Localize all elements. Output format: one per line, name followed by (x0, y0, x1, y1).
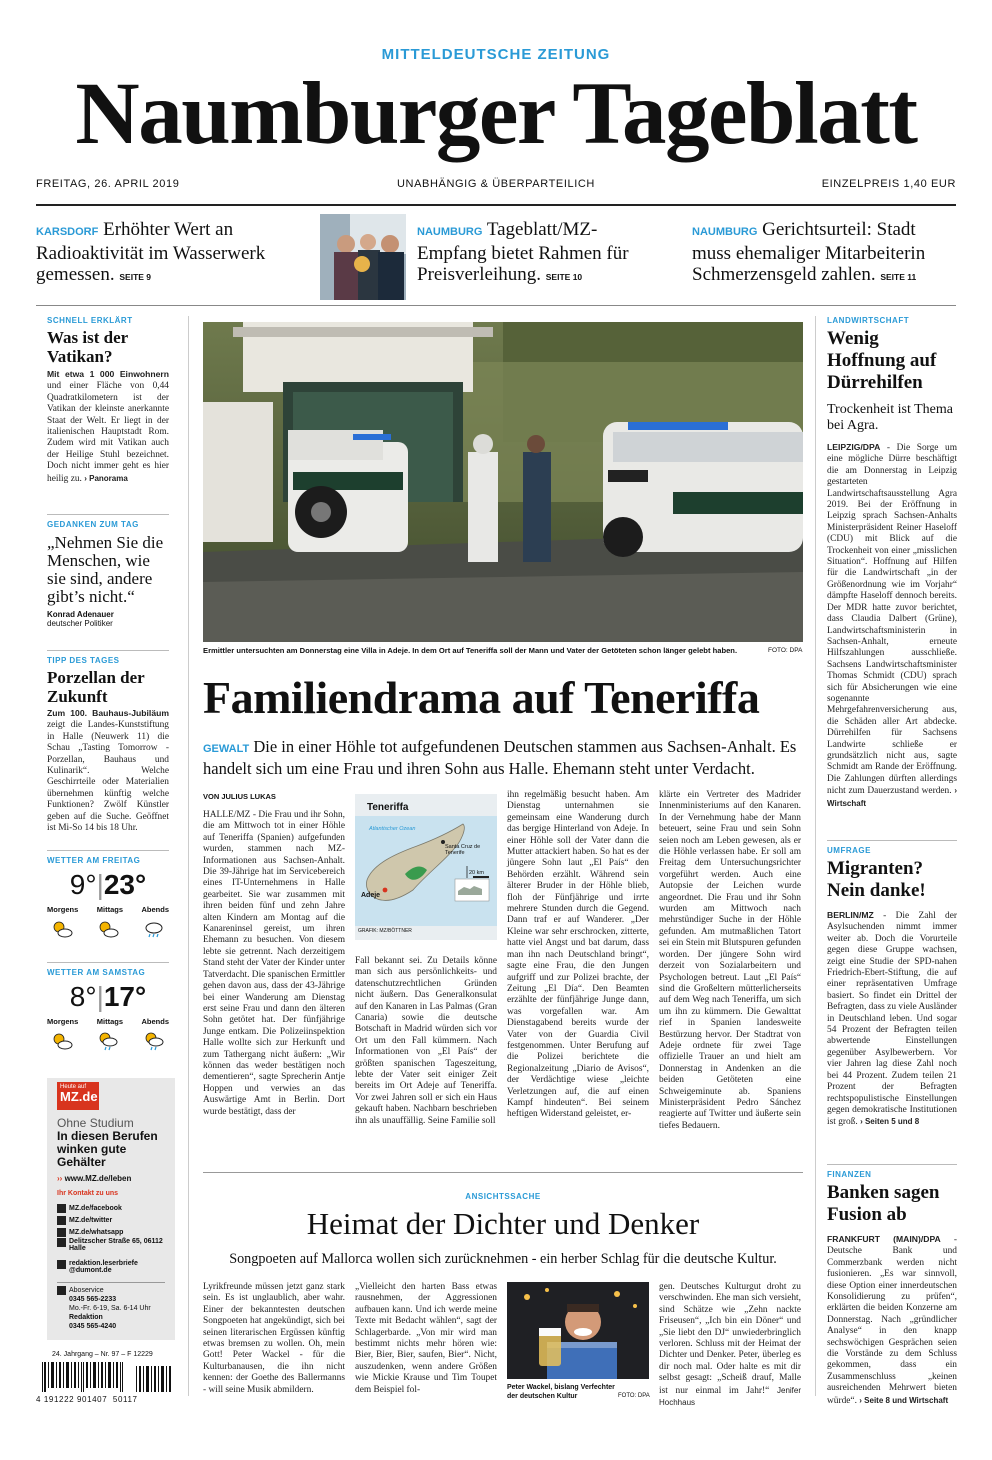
teaser-ref: SEITE 10 (545, 272, 583, 282)
poll-ref[interactable]: Seiten 5 und 8 (864, 1117, 920, 1127)
contact-item[interactable]: MZ.de/whatsapp (69, 1228, 124, 1236)
poll-title[interactable]: Migranten? Nein danke! (827, 858, 926, 901)
finance-ref[interactable]: Seite 8 und Wirtschaft (864, 1395, 949, 1405)
article-col-2: Fall bekannt sei. Zu Details könne man sich aus persönlichkeits- und datenschutzrechtlichen Gründen nicht äußern. Das Generalkonsulat auf den Kanaren in Las Palmas (Gran Canaria) sowie die deutsche Botschaft in Madrid würden sich vor Ort um den Fall kümmern. Nach Informationen von „El País“ der größten spanischen Tageszeitung, lebte der Vater seit einiger Zeit bereits im Ort Adeje auf Teneriffa. Vor zwei Jahren soll er sich ein Haus gekauft haben. Nachbarn beschrieben ihn als unauffällig. Seine Familie soll (355, 956, 497, 1126)
section-kicker: UMFRAGE (827, 846, 871, 855)
red-label: Redaktion (69, 1314, 103, 1321)
logo-text: MZ.de (60, 1089, 98, 1104)
barcode-number: 4 191222 901407 50117 (36, 1395, 138, 1404)
contact-item[interactable]: redaktion.leserbriefe @dumont.de (69, 1260, 138, 1274)
contacts-list (57, 1202, 171, 1282)
temperature: 8°|17° (69, 981, 147, 1012)
phone-icon (57, 1286, 66, 1295)
promo-line2: In diesen Berufen winken gute Gehälter (57, 1129, 158, 1169)
section-kicker: WETTER AM SAMSTAG (47, 968, 146, 977)
map-graphic (355, 794, 497, 940)
finance-dateline: FRANKFURT (MAIN)/DPA (827, 1234, 941, 1244)
teaser-text: Tageblatt/MZ-Empfang bietet Rahmen für Preisverleihung. (417, 219, 629, 285)
location-icon (57, 1238, 66, 1247)
photo-credit: FOTO: DPA (768, 647, 803, 654)
byline: VON JULIUS LUKAS (203, 792, 276, 801)
tip-lead: Zum 100. Bauhaus-Jubiläum (47, 708, 169, 718)
abo-label: Aboservice (69, 1287, 104, 1294)
explain-body: und einer Fläche von 0,44 Quadratkilometern ist der Vatikan der kleinste anerkannte Staat der Welt. Er liegt in der italienischen Hauptstadt Rom. Zudem wird mit Vatikan auch der Heilige Stuhl bezeichnet. Doch nicht immer geht es hier heilig zu. (47, 381, 169, 484)
motto: UNABHÄNGIG & ÜBERPARTEILICH (397, 178, 595, 190)
quote-box (47, 520, 169, 628)
article-col-3: ihn regelmäßig besucht haben. Am Dienstag unternahmen sie gemeinsam eine Wanderung durch das bergige Hinterland von Adeje. In einer Höhle soll der Vater dann die Mutter attackiert haben. So hat es der jüngere Sohn laut „El País“ den Behörden erzählt. Während sein älterer Bruder in der Höhle blieb, floh der Fünfjährige und irrte mehrere Stunden durch die Gegend. Dann traf er auf Wanderer. „Der Kleine war sehr erschrocken, zitterte, hatte viel Angst und bat darum, dass man ihn nach Deutschland bringt“, sagte eine Frau, die den Jungen aufgriff und zur Polizei brachte, der Zeitung „El Día“. Den Beamten erzählte der fünfjährige Junge dann, was vorgefallen war. Am Dienstagabend bereits wurde der Vater von der Guardia Civil festgenommen. Unter Berufung auf die Polizei berichtete die Regionalzeitung „Diario de Avisos“, der Verdächtige wiese „leichte Verletzungen auf, die auf einen Kampf hindeuten“. Bei seinem heftigen Widerstand geleistet, er- (507, 790, 649, 1120)
logo-top: Heute auf (60, 1084, 87, 1090)
price: EINZELPREIS 1,40 EUR (821, 178, 956, 190)
essay-col-3 (659, 1282, 802, 1408)
teaser[interactable] (36, 219, 276, 288)
explain-lead: Mit etwa 1 000 Einwohnern (47, 369, 169, 379)
article-col-1: HALLE/MZ - Die Frau und ihr Sohn, die am Mittwoch tot in einer Höhle auf Teneriffa (Spanien) aufgefunden wurden, stammen nach MZ-Informationen aus Sachsen-Anhalt. Die 39-Jährige hat im Servicebereich eines IT-Unternehmens in Halle gearbeitet. Sie war zusammen mit ihren beiden fünf und zehn Jahre alten Kindern am Montag auf die Kanareninsel gereist, um ihren Ehemann zu besuchen. Von diesem lebte sie getrennt. Nach derzeitigem Stand steht der Vater der Kinder unter Tatverdacht. Die spanischen Ermittler gehen davon aus, dass der 43-Jährige bei einer Wanderung am Dienstag erst seine Frau und dann den älteren Sohn getötet hat. Der fünfjährige Junge entkam. Die Polizeiinspektion Halle wollte sich zur Herkunft und zum Tathergang nicht äußern: „Wir können das weder bestätigen noch dementieren“, sagte Sprecherin Antje Hoppen und verwies an das Auswärtige Amt in Berlin. Dort wurde bestätigt, dass der (203, 810, 345, 1117)
photo-caption: Ermittler untersuchten am Donnerstag eine Villa in Adeje. In dem Ort auf Teneriffa soll der Mann und Vater der Getöteten schon länger gelebt haben. (203, 646, 738, 655)
finance-title[interactable]: Banken sagen Fusion ab (827, 1182, 940, 1225)
essay-photo-credit: FOTO: DPA (618, 1393, 650, 1399)
weather-label: Morgens (47, 905, 79, 914)
teaser-text: Erhöhter Wert an Radioaktivität im Wasserwerk gemessen. (36, 219, 266, 285)
weather-label: Abends (141, 905, 169, 914)
finance-body: - Deutsche Bank und Commerzbank werden nicht fusionieren. „Es war sinnvoll, diese Option einer innerdeutschen Konsolidierung zu prüfen“, erklärten die beiden Konzerne am Donnerstag. Nach „gründlicher Analyse“ in den knapp sechswöchigen Gesprächen seien die Vorstände zu dem Schluss gekommen, dass ein Zusammenschluss „keinen ausreichenden Mehrwert bieten würde“. (827, 1235, 958, 1406)
promo-link[interactable]: www.MZ.de/leben (64, 1174, 132, 1183)
weather-saturday (47, 968, 169, 1050)
poll-box: UMFRAGE Migranten? Nein danke! BERLIN/MZ - Die Zahl der Asylsuchenden nimmt immer weiter ab. Doch die Vorurteile gegen diese Gruppe wachsen, zeigt eine Studie der SPD-nahen Friedrich-Ebert-Stiftung, die auf einer repräsentativen Umfrage basiert. So findet ein Drittel der Befragten, dass zu viele Ausländer in Deutschland leben. Und sogar 54 Prozent der Befragten teilen abwertende Einstellungen gegenüber Asylbewerbern. Vor vier Jahren lag diese Zahl noch bei 44 Prozent. Zudem teilen 21 Prozent der Befragten rechtspopulistische Einstellungen gegen demokratische Institutionen ist groß. › Seiten 5 und 8 (827, 846, 958, 1128)
essay-photo-caption: Peter Wackel, bislang Verfechter der deutschen Kultur (507, 1384, 615, 1400)
map-title: Teneriffa (367, 802, 409, 813)
finance-box: FINANZEN Banken sagen Fusion ab FRANKFURT (MAIN)/DPA - Deutsche Bank und Commerzbank werden nicht fusionieren. „Es war sinnvoll, diese Option einer innerdeutschen Konsolidierung zu prüfen“, erklärten die beiden Konzerne am Donnerstag. Nach „gründlicher Analyse“ in den knapp sechswöchigen Gesprächen seien die Vorstände zu dem Schluss gekommen, dass ein Zusammenschluss „keinen ausreichenden Mehrwert bieten würde“. › Seite 8 und Wirtschaft (827, 1170, 958, 1406)
issue-info: 24. Jahrgang – Nr. 97 – F 12229 (52, 1351, 153, 1358)
whatsapp-icon (57, 1228, 66, 1237)
temp-high: 23° (103, 869, 147, 900)
agri-body: - Die Sorge um eine mögliche Dürre beschäftigt die am Donnerstag in Leipzig gestarteten Landwirtschaftsausstellung Agra 2019. Bei der Eröffnung in Leipzig sprach Sachsen-Anhalts Ministerpräsident Reiner Haseloff (CDU) mit Blick auf die Trockenheit von einer „misslichen Situation“. Hoffnung auf Hilfen für die Landwirtschaft „in der Größenordnung wie im Vorjahr“ dämpfte Haseloff dennoch bereits. Der MDR hatte zuvor berichtet, dass Claudia Dalbert (Grüne), Landwirtschaftsministerin in Sachsen-Anhalt, erneute Hilfszahlungen ausschließe. Sachsens Landwirtschaftsminister Thomas Schmidt (CDU) sprach sich für Absicherungen wie eine sogenannte Mehrgefahrenversicherung aus, die Schäden aller Art abdecke. Dürrehilfen für Sachsens Landwirte schließe er grundsätzlich nicht aus, sagte Schmidt am Rande der Eröffnung. Die Zahlungen dürften allerdings nicht zum Dauerzustand werden. (827, 443, 958, 797)
agri-ref[interactable]: Wirtschaft (827, 798, 867, 808)
teaser-kicker: NAUMBURG (692, 226, 758, 238)
weather-label: Mittags (96, 1017, 123, 1026)
twitter-icon (57, 1216, 66, 1225)
promo-box[interactable]: Heute auf MZ.de Ohne Studium In diesen Berufen winken gute Gehälter ›› www.MZ.de/leben Ihr Kontakt zu uns MZ.de/facebook MZ.de/twitter MZ.de/whatsapp Delitzscher Straße 65, 06112 Halle redaktion.leserbriefe @dumont.de Aboservice 0345 565-2233 Mo.-Fr. 6-19, Sa. 6-14 Uhr Redaktion 0345 565-4240 (47, 1078, 175, 1340)
agri-box: LANDWIRTSCHAFT Wenig Hoffnung auf Dürrehilfen Trockenheit ist Thema bei Agra. LEIPZIG/DPA - Die Sorge um eine mögliche Dürre beschäftigt die am Donnerstag in Leipzig gestarteten Landwirtschaftsausstellung Agra 2019. Bei der Eröffnung in Leipzig sprach Sachsen-Anhalts Ministerpräsident Reiner Haseloff (CDU) mit Blick auf die Trockenheit von einer „misslichen Situation“. Hoffnung auf Hilfen für die Landwirtschaft „in der Größenordnung wie im Vorjahr“ dämpfte Haseloff dennoch bereits. Der MDR hatte zuvor berichtet, dass Claudia Dalbert (Grüne), Landwirtschaftsministerin in Sachsen-Anhalt, erneute Hilfszahlungen ausschließe. Sachsens Landwirtschaftsminister Thomas Schmidt (CDU) sprach sich für Absicherungen wie eine sogenannte Mehrgefahrenversicherung aus, die Schäden aller Art abdecke. Dürrehilfen für Sachsens Landwirte schließe er grundsätzlich nicht aus, sagte Schmidt am Rande der Eröffnung. Die Zahlungen dürften allerdings nicht zum Dauerzustand werden. › Wirtschaft (827, 316, 958, 808)
article-col-4: klärte ein Vertreter des Madrider Innenministeriums auf den Kanaren. In der Vernehmung habe der Mann beteuert, seine Frau und sein Sohn seien noch am Leben gewesen, als er die Höhle verlassen habe. Er soll am Freitag dem Untersuchungsrichter vorgeführt werden. Auch eine Autopsie der Leichen wurde angeordnet. Die Frau und ihr Sohn wurden am Mittwoch nach mehrstündiger Suche in der Höhle gefunden. Am mutmaßlichen Tatort sei ein Stein mit Blutspuren gefunden worden. Der jüngere Sohn wird derzeit von Sozialarbeitern und Psychologen betreut. Laut „El País“ sind die Großeltern mütterlicherseits auf dem Weg nach Teneriffa, um sich um ihn zu kümmern. Die Gewalttat rief in Spanien landesweite Bestürzung hervor. Der Stadtrat von Adeje ordnete für zwei Tage offizielle Trauer an und hielt am Donnerstag in Andenken an die beiden Getöteten eine Schweigeminute ab. Spaniens Ministerpräsident Pedro Sánchez reagierte auf Twitter und äußerte sein tiefes Bedauern. (659, 790, 801, 1131)
red-phone[interactable]: 0345 565-4240 (69, 1323, 117, 1330)
essay-deck: Songpoeten auf Mallorca wollen sich zurücknehmen - ein herber Schlag für die deutsche Kultur. (229, 1251, 777, 1267)
publisher-line: MITTELDEUTSCHE ZEITUNG (381, 46, 611, 63)
barcode (36, 1362, 181, 1402)
tip-title: Porzellan der Zukunft (47, 668, 145, 706)
mail-icon (57, 1260, 66, 1269)
map-credit: GRAFIK: MZ/BÖTTNER (358, 928, 412, 934)
temp-high: 17° (103, 981, 147, 1012)
contact-item: Delitzscher Straße 65, 06112 Halle (69, 1238, 163, 1252)
contacts-title: Ihr Kontakt zu uns (57, 1190, 119, 1197)
weather-label: Mittags (96, 905, 123, 914)
mz-logo[interactable] (57, 1082, 99, 1110)
sun-cloud-icon (97, 920, 119, 938)
section-kicker: SCHNELL ERKLÄRT (47, 316, 133, 325)
essay-headline[interactable]: Heimat der Dichter und Denker (306, 1206, 700, 1241)
map-scale: 20 km (469, 870, 484, 876)
deck-text: Die in einer Höhle tot aufgefundenen Deutschen stammen aus Sachsen-Anhalt. Es handelt sich um eine Frau und ihren Sohn aus Halle. Ehemann steht unter Verdacht. (203, 737, 797, 778)
abo-phone[interactable]: 0345 565-2233 (69, 1296, 117, 1303)
weather-label: Abends (141, 1017, 169, 1026)
sun-cloud-icon (51, 1032, 73, 1050)
issue-date: FREITAG, 26. APRIL 2019 (36, 178, 180, 190)
teaser-text: Gerichtsurteil: Stadt muss ehemaliger Mitarbeiterin Schmerzensgeld zahlen. (692, 219, 926, 285)
masthead-title: Naumburger Tageblatt (75, 65, 917, 163)
agri-dateline: LEIPZIG/DPA (827, 442, 881, 452)
teaser[interactable] (417, 219, 647, 288)
explain-box: SCHNELL ERKLÄRT Was ist der Vatikan? Mit etwa 1 000 Einwohnern und einer Fläche von 0,44 Quadratkilometern ist der Vatikan der kleinste anerkannte Staat der Welt. Er liegt in der italienischen Hauptstadt Rom. Zudem wird mit Vatikan auch der Heilige Stuhl bezeichnet. Doch nicht immer geht es hier heilig zu. › Panorama (47, 316, 169, 484)
map-label: Santa Cruz de Tenerife (445, 844, 481, 856)
teaser-ref: SEITE 11 (880, 272, 917, 282)
essay-photo (507, 1282, 649, 1379)
sun-cloud-rain-icon (97, 1032, 119, 1050)
essay-author: Jenifer Hochhaus (659, 1385, 802, 1408)
explain-title: Was ist der Vatikan? (47, 328, 128, 366)
essay-col-1: Lyrikfreunde müssen jetzt ganz stark sein. Es ist unglaublich, aber wahr. Einer der bekanntesten deutschen Songpoeten hat angekündigt, sich bei seinen literarischen Ergüssen künftig etwas bremsen zu wollen. Oh, mein Gott! Peter Wackel - für die Kulturbanausen, die ihn nicht kennen: der Goethe des Ballermanns - will seine Musik abmildern. (203, 1282, 345, 1395)
quote-author: Konrad Adenauer (47, 610, 114, 619)
weather-label: Morgens (47, 1017, 79, 1026)
essay-kicker: ANSICHTSSACHE (465, 1192, 541, 1201)
main-deck (203, 737, 803, 778)
abo-hours: Mo.-Fr. 6-19, Sa. 6-14 Uhr (69, 1305, 151, 1312)
teaser[interactable] (692, 219, 956, 288)
teaser-ref: SEITE 9 (119, 272, 152, 282)
essay-col-3-text: gen. Deutsches Kulturgut droht zu verschwinden. Ehe man sich versieht, sind Schätze wie „Zehn nackte Friseusen“, „Ich bin ein Döner“ und „Sie liebt den DJ“ unwiederbringlich verloren. Schluss mit der Heimat der Dichter und Denker. Peter, überleg es dir noch mal. Oder halte es mit dir selbst gesagt: „Scheiß drauf, Malle ist nur einmal im Jahr!“ (659, 1282, 801, 1396)
tip-body: zeigt die Landes-Kunststiftung in Halle (Neuwerk 11) die Schau „Tasting Tomorrow - Porzellan, Bauhaus und Kulinarik“. Welche Geschirrteile oder Materialien übernehmen künftig welche Funktionen? Zwölf Künstler geben auf die Suche. Geöffnet ist Mi-So 14 bis 18 Uhr. (47, 720, 169, 834)
section-kicker: TIPP DES TAGES (47, 656, 120, 665)
quote-text: „Nehmen Sie die Menschen, wie sie sind, andere gibt’s nicht.“ (47, 533, 164, 606)
temperature: 9°|23° (69, 869, 147, 900)
poll-dateline: BERLIN/MZ (827, 910, 874, 920)
teaser-kicker: NAUMBURG (417, 226, 483, 238)
teaser-photo (320, 214, 406, 300)
explain-ref[interactable]: Panorama (89, 473, 128, 483)
agri-title[interactable]: Wenig Hoffnung auf Dürrehilfen (827, 328, 937, 393)
section-kicker: LANDWIRTSCHAFT (827, 316, 910, 325)
cloud-rain-icon (143, 920, 165, 938)
poll-body: - Die Zahl der Asylsuchenden nimmt immer weiter ab. Doch die Vorurteile gegen diese Gruppe wachsen, zeigt eine Studie der SPD-nahen Friedrich-Ebert-Stiftung, die auf einer repräsentativen Umfrage basiert. So findet ein Drittel der Befragten, dass zu viele Ausländer in Deutschland leben. Und sogar 54 Prozent der Befragten teilen abwertende Einstellungen gegenüber Asylbewerbern. Vor vier Jahren lag diese Zahl noch bei 44 Prozent. Zudem teilen 21 Prozent der Befragten rechtspopulistische Einstellungen gegen demokratische Institutionen ist groß. (827, 911, 958, 1128)
map-label: Atlantischer Ozean (369, 826, 416, 832)
sun-cloud-rain-icon (143, 1032, 165, 1050)
agri-sub: Trockenheit ist Thema bei Agra. (827, 402, 953, 433)
main-headline[interactable]: Familiendrama auf Teneriffa (203, 672, 760, 723)
essay-col-2: „Vielleicht den harten Bass etwas rausnehmen, der Aggressionen aufbauen kann. Und ich werde meine Texte mit Bedacht wählen“, sagt der Schlagerbarde. „Von mir wird man bestimmt nichts mehr hören wie: Bier, Bier, Bier, saufen, Bier“. Nicht, auszudenken, wenn andere Größen wie Mickie Krause und Tim Toupet dem Beispiel fol- (355, 1282, 497, 1395)
sun-cloud-icon (51, 920, 73, 938)
quote-role: deutscher Politiker (47, 619, 113, 628)
section-kicker: FINANZEN (827, 1170, 872, 1179)
map-label: Adeje (361, 892, 381, 899)
weather-friday (47, 856, 169, 938)
teaser-kicker: KARSDORF (36, 226, 99, 238)
main-photo (203, 322, 803, 642)
section-kicker: GEDANKEN ZUM TAG (47, 520, 139, 529)
section-kicker: WETTER AM FREITAG (47, 856, 141, 865)
promo-line1: Ohne Studium (57, 1116, 134, 1130)
contact-item[interactable]: MZ.de/facebook (69, 1204, 122, 1212)
tip-box (47, 656, 169, 832)
facebook-icon (57, 1204, 66, 1213)
temp-low: 9° (69, 869, 97, 900)
deck-kicker: GEWALT (203, 743, 250, 755)
contact-item[interactable]: MZ.de/twitter (69, 1216, 113, 1224)
temp-low: 8° (69, 981, 97, 1012)
